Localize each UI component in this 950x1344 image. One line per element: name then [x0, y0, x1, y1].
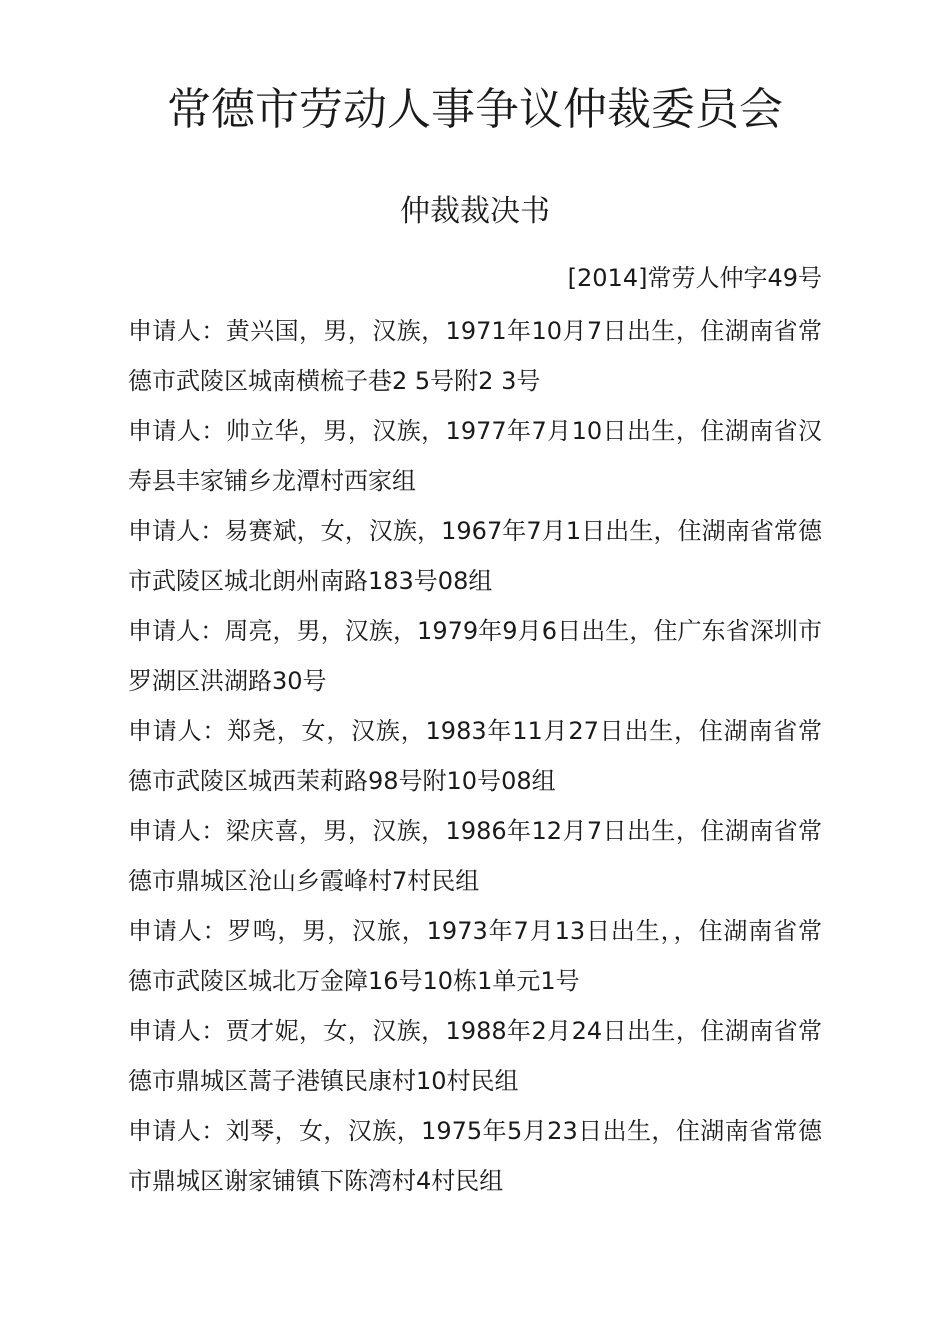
document-title: 仲裁裁决书 [400, 194, 550, 229]
applicant-entry: 申请人：刘琴，女，汉族，1975年5月23日出生，住湖南省常德市鼎城区谢家铺镇下陈湾村4村民组 [128, 1117, 822, 1195]
applicant-entry: 申请人：贾才妮，女，汉族，1988年2月24日出生，住湖南省常德市鼎城区蒿子港镇民康村10村民组 [128, 1017, 822, 1095]
applicant-entry: 申请人：周亮，男，汉族，1979年9月6日出生，住广东省深圳市罗湖区洪湖路30号 [128, 617, 822, 695]
applicant-entry: 申请人：易赛斌，女，汉族，1967年7月1日出生，住湖南省常德市武陵区城北朗州南路183号08组 [128, 517, 822, 595]
applicant-entry: 申请人：梁庆喜，男，汉族，1986年12月7日出生，住湖南省常德市鼎城区沧山乡霞峰村7村民组 [128, 817, 822, 895]
organization-title: 常德市劳动人事争议仲裁委员会 [167, 84, 783, 135]
applicant-list [128, 306, 822, 1206]
applicant-entry: 申请人：郑尧，女，汉族，1983年11月27日出生，住湖南省常德市武陵区城西茉莉路98号附10号08组 [128, 717, 822, 795]
applicant-entry: 申请人：黄兴国，男，汉族，1971年10月7日出生，住湖南省常德市武陵区城南横梳子巷2 5号附2 3号 [128, 317, 822, 395]
case-number: [2014]常劳人仲字49号 [567, 264, 822, 292]
applicant-entry: 申请人：罗鸣，男，汉旅，1973年7月13日出生，，住湖南省常德市武陵区城北万金障16号10栋1单元1号 [128, 917, 822, 995]
applicant-entry: 申请人：帅立华，男，汉族，1977年7月10日出生，住湖南省汉寿县丰家铺乡龙潭村西家组 [128, 417, 822, 495]
